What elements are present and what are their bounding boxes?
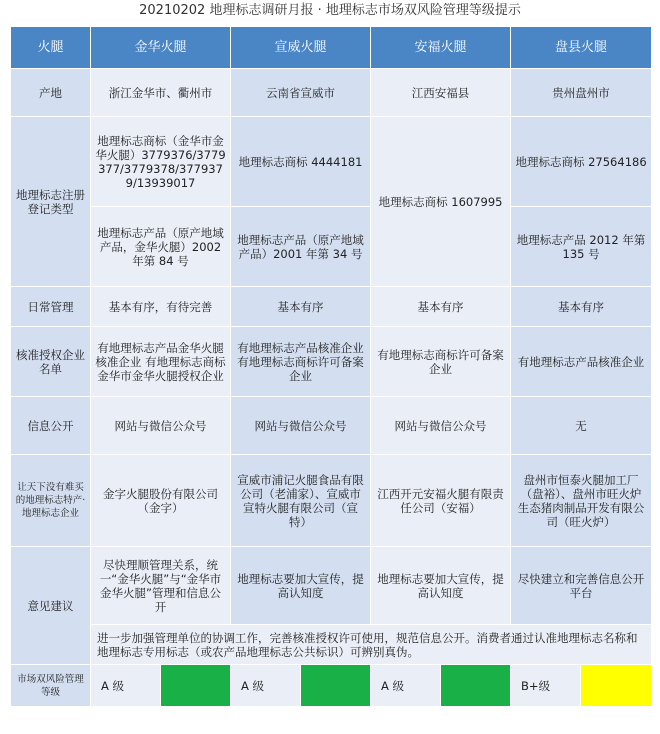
row-label-info: 信息公开 — [11, 397, 91, 455]
info-panxian: 无 — [511, 397, 652, 455]
enterprise-jinhua: 金字火腿股份有限公司（金字） — [91, 455, 231, 547]
header-corner: 火腿 — [11, 27, 91, 69]
grade-jinhua-color — [161, 665, 231, 707]
risk-table — [10, 26, 652, 707]
advice-xuanwei: 地理标志要加大宣传，提高认知度 — [231, 547, 371, 625]
table-row — [11, 207, 652, 287]
table-row — [11, 547, 652, 625]
info-jinhua: 网站与微信公众号 — [91, 397, 231, 455]
advice-jinhua: 尽快理顺管理关系，统一“金华火腿”与“金华市金华火腿”管理和信息公开 — [91, 547, 231, 625]
header-xuanwei: 宣威火腿 — [231, 27, 371, 69]
daily-panxian: 基本有序 — [511, 287, 652, 327]
row-label-registration: 地理标志注册登记类型 — [11, 117, 91, 287]
advice-note: 进一步加强管理单位的协调工作，完善核准授权许可使用，规范信息公开。消费者通过认准地理标志名称和地理标志专用标志（或农产品地理标志公共标识）可辨别真伪。 — [91, 625, 652, 665]
grade-anfu-text: A 级 — [371, 665, 441, 707]
table-row — [11, 397, 652, 455]
origin-xuanwei: 云南省宣威市 — [231, 69, 371, 117]
enterprise-anfu: 江西开元安福火腿有限责任公司（安福） — [371, 455, 511, 547]
grade-xuanwei-text: A 级 — [231, 665, 301, 707]
table-row — [11, 69, 652, 117]
header-panxian: 盘县火腿 — [511, 27, 652, 69]
info-xuanwei: 网站与微信公众号 — [231, 397, 371, 455]
advice-anfu: 地理标志要加大宣传，提高认知度 — [371, 547, 511, 625]
registration-jinhua-product: 地理标志产品（原产地域产品，金华火腿）2002 年第 84 号 — [91, 207, 231, 287]
table-row — [11, 327, 652, 397]
grade-panxian-text: B+级 — [511, 665, 581, 707]
header-anfu: 安福火腿 — [371, 27, 511, 69]
table-row — [11, 287, 652, 327]
authorized-jinhua: 有地理标志产品金华火腿核准企业 有地理标志商标金华市金华火腿授权企业 — [91, 327, 231, 397]
daily-anfu: 基本有序 — [371, 287, 511, 327]
row-label-origin: 产地 — [11, 69, 91, 117]
table-row — [11, 665, 652, 707]
registration-xuanwei-trademark: 地理标志商标 4444181 — [231, 117, 371, 207]
advice-panxian: 尽快建立和完善信息公开平台 — [511, 547, 652, 625]
page-title: 20210202 地理标志调研月报 · 地理标志市场双风险管理等级提示 — [139, 3, 521, 18]
registration-panxian-trademark: 地理标志商标 27564186 — [511, 117, 652, 207]
row-label-advice: 意见建议 — [11, 547, 91, 665]
header-row — [11, 27, 652, 69]
grade-xuanwei-color — [301, 665, 371, 707]
row-label-risk: 市场双风险管理等级 — [11, 665, 91, 707]
info-anfu: 网站与微信公众号 — [371, 397, 511, 455]
table-row — [11, 117, 652, 207]
grade-panxian-color — [581, 665, 652, 707]
registration-xuanwei-product: 地理标志产品（原产地域产品）2001 年第 34 号 — [231, 207, 371, 287]
grade-jinhua-text: A 级 — [91, 665, 161, 707]
enterprise-xuanwei: 宣威市浦记火腿食品有限公司（老浦家）、宣威市宣特火腿有限公司（宣特） — [231, 455, 371, 547]
row-label-enterprise: 让天下没有难买的地理标志特产·地理标志企业 — [11, 455, 91, 547]
registration-jinhua-trademark: 地理标志商标（金华市金华火腿）3779376/3779377/3779378/3779379/13939017 — [91, 117, 231, 207]
enterprise-panxian: 盘州市恒泰火腿加工厂（盘裕）、盘州市旺火炉生态猪肉制品开发有限公司（旺火炉） — [511, 455, 652, 547]
row-label-daily: 日常管理 — [11, 287, 91, 327]
registration-anfu: 地理标志商标 1607995 — [371, 117, 511, 287]
header-jinhua: 金华火腿 — [91, 27, 231, 69]
authorized-xuanwei: 有地理标志产品核准企业 有地理标志商标许可备案企业 — [231, 327, 371, 397]
daily-jinhua: 基本有序，有待完善 — [91, 287, 231, 327]
grade-anfu-color — [441, 665, 511, 707]
table-row — [11, 455, 652, 547]
origin-anfu: 江西安福县 — [371, 69, 511, 117]
authorized-anfu: 有地理标志商标许可备案企业 — [371, 327, 511, 397]
authorized-panxian: 有地理标志产品核准企业 — [511, 327, 652, 397]
registration-panxian-product: 地理标志产品 2012 年第 135 号 — [511, 207, 652, 287]
row-label-authorized: 核准授权企业名单 — [11, 327, 91, 397]
origin-panxian: 贵州盘州市 — [511, 69, 652, 117]
daily-xuanwei: 基本有序 — [231, 287, 371, 327]
table-row — [11, 625, 652, 665]
origin-jinhua: 浙江金华市、衢州市 — [91, 69, 231, 117]
